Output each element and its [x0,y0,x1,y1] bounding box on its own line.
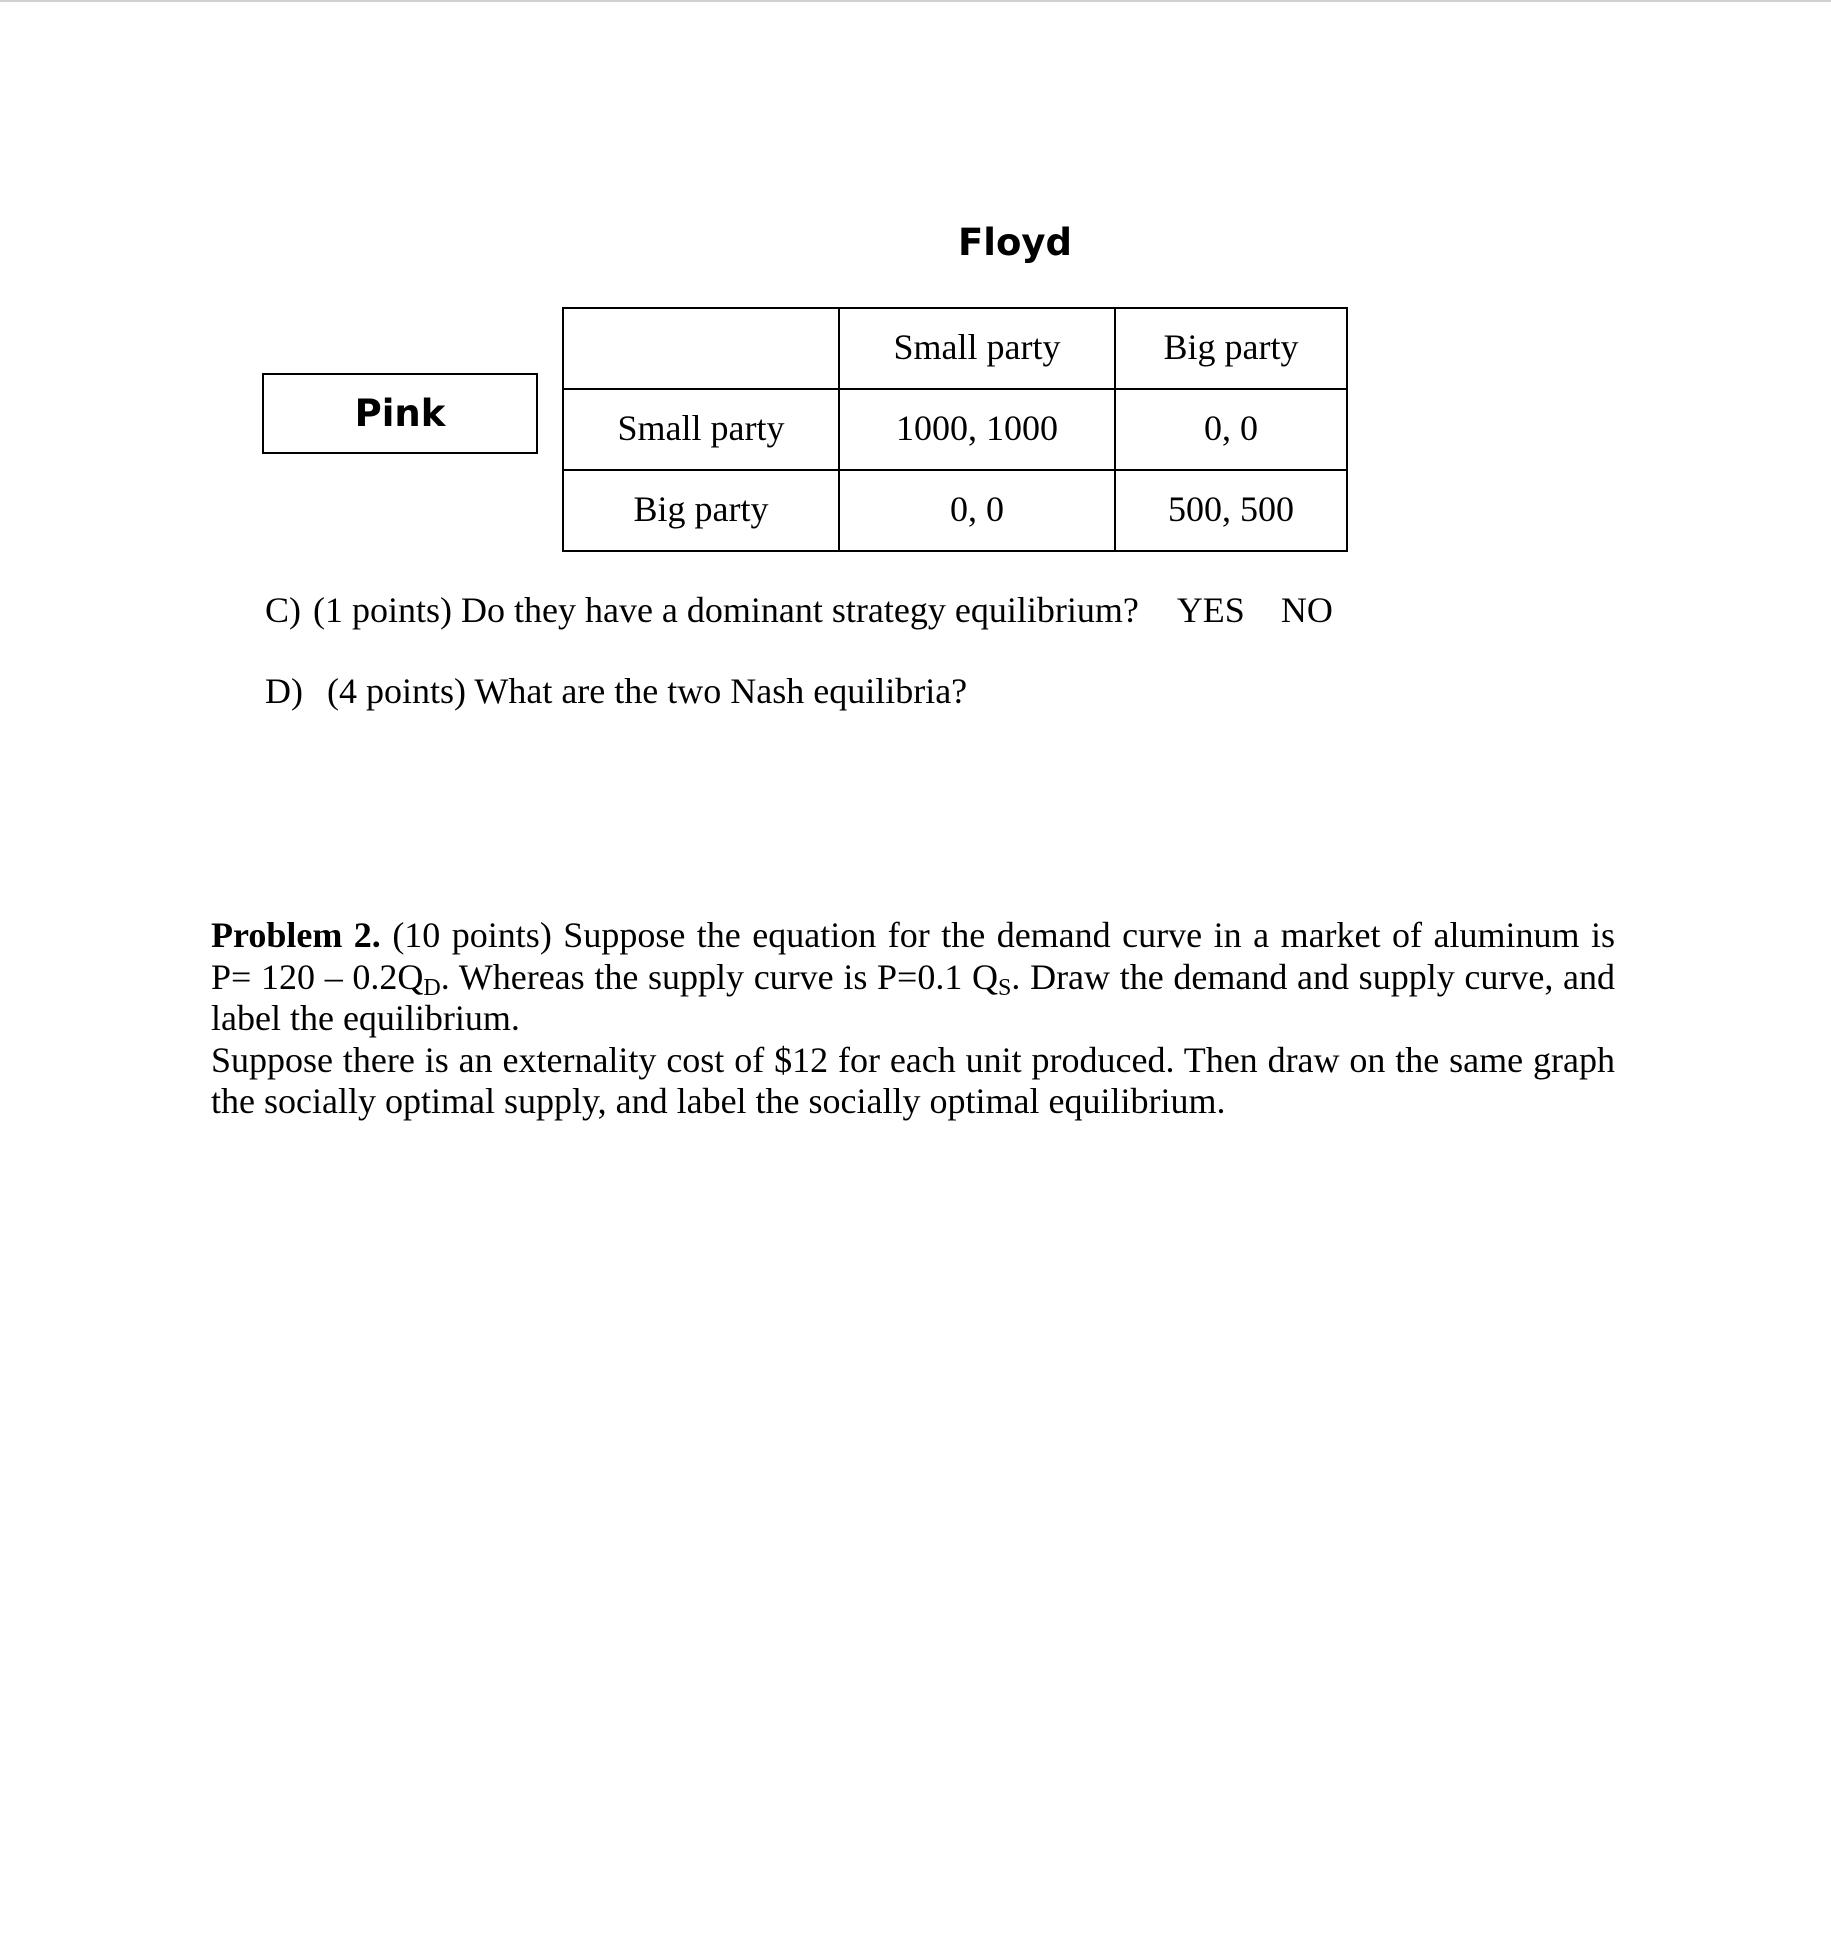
question-d-text: What are the two Nash equilibria? [474,671,968,711]
problem-2-text-c: . Draw the demand and supply curve, and label the equilibrium. [211,956,1615,1038]
problem-2-paragraph-2: Suppose there is an externality cost of $12 for each unit produced. Then draw on the same graph the socially optimal supply, and label the socially optimal equilibrium. [211,1039,1615,1121]
question-d [265,669,967,713]
payoff-cell-small-big: 0, 0 [1115,389,1347,470]
problem-2-heading: Problem 2. [211,915,381,955]
question-c [265,588,1333,632]
payoff-cell-big-small: 0, 0 [839,470,1115,551]
subscript-s: S [998,974,1012,1001]
question-c-letter: C) [265,590,301,630]
problem-2 [211,915,1615,1123]
column-player-label: Floyd [958,221,1072,264]
answer-option-yes[interactable]: YES [1176,590,1245,630]
problem-2-text-b: . Whereas the supply curve is P=0.1 Q [440,956,999,997]
column-header-big-party: Big party [1115,308,1347,389]
payoff-header-row [563,308,1347,389]
payoff-row-small-party [563,389,1347,470]
question-c-text: Do they have a dominant strategy equilibrium? [461,590,1139,630]
question-d-points: (4 points) [327,671,466,711]
problem-2-paragraph-1 [211,915,1615,1040]
payoff-corner-cell [563,308,839,389]
row-header-big-party: Big party [563,470,839,551]
column-header-small-party: Small party [839,308,1115,389]
payoff-row-big-party [563,470,1347,551]
payoff-cell-small-small: 1000, 1000 [839,389,1115,470]
payoff-cell-big-big: 500, 500 [1115,470,1347,551]
question-d-letter: D) [265,671,303,711]
payoff-matrix [562,307,1348,552]
row-player-box [262,373,538,454]
row-player-label: Pink [354,392,446,435]
row-header-small-party: Small party [563,389,839,470]
problem-2-text-a: (10 points) Suppose the equation for the demand curve in a market of aluminum is P= 120 – 0.2Q [211,915,1616,997]
subscript-d: D [423,974,441,1001]
answer-option-no[interactable]: NO [1280,590,1333,630]
page-top-border [0,0,1831,2]
question-c-points: (1 points) [313,590,452,630]
